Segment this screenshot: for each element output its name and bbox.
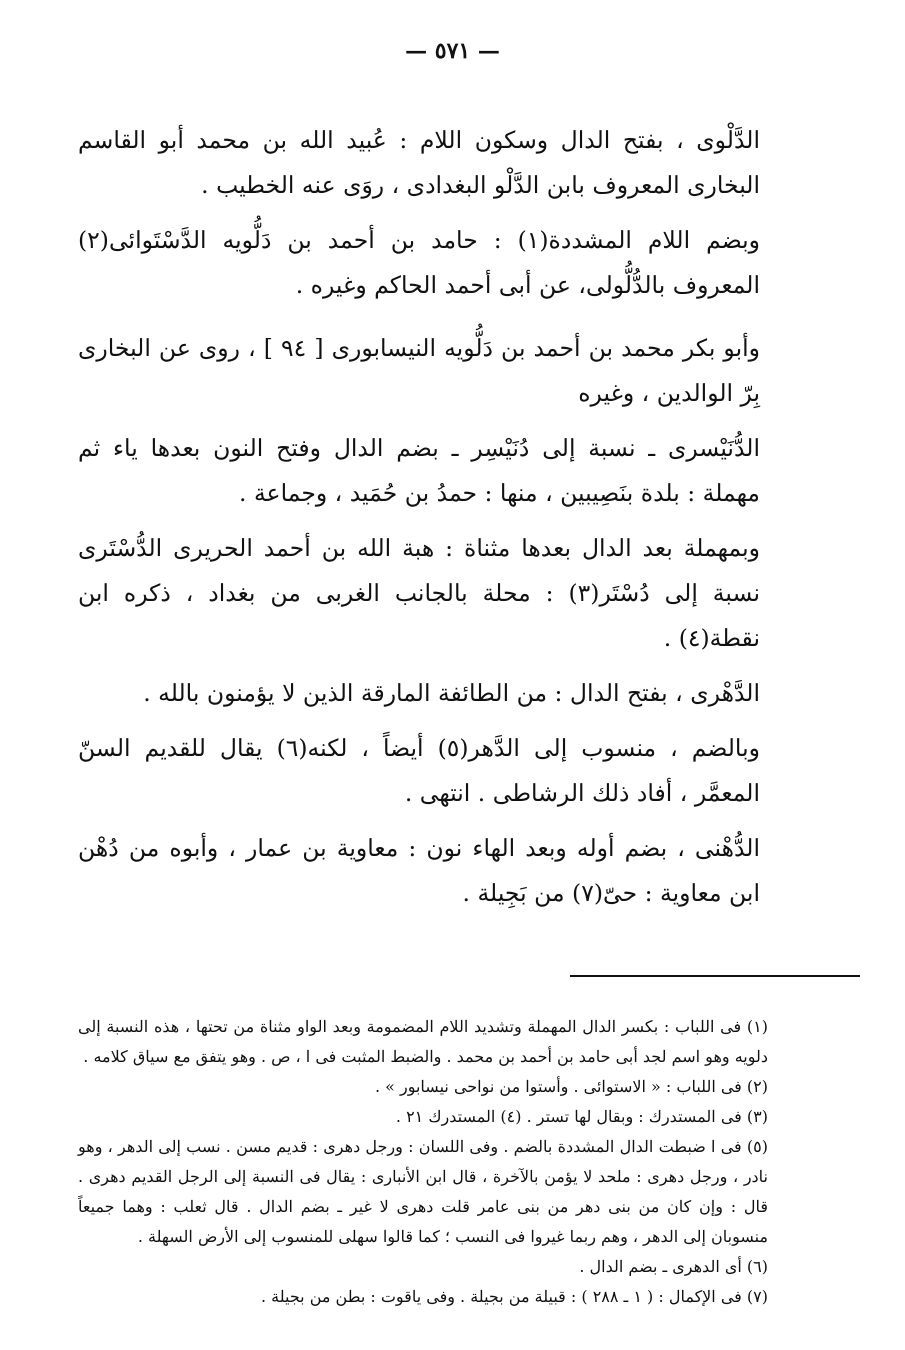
footnote-5: (٥) فى ا ضبطت الدال المشددة بالضم . وفى اللسان : ورجل دهرى : قديم مسن . نسب إلى الدهر ، وهو نادر ، ورجل دهرى : ملحد لا يؤمن بالآخرة ، قال ابن الأنبارى : يقال فى النسبة إلى الرجل القديم دهرى . قال : وإن كان من بنى دهر من بنى عامر قلت دهرى لا غير ـ بضم الدال . قال ثعلب : وهما جميعاً منسوبان إلى الدهر ، وهم ربما غيروا فى النسب ؛ كما قالوا سهلى للمنسوب إلى الأرض السهلة . xyxy=(78,1137,769,1246)
footnote-2: (٢) فى اللباب : « الاستوائى . وأستوا من نواحى نيسابور » . xyxy=(374,1077,768,1096)
paragraph-dalwi: الدَّلْوى ، بفتح الدال وسكون اللام : عُبيد الله بن محمد أبو القاسم البخارى المعروف بابن الدَّلْو البغدادى ، روَى عنه الخطيب . xyxy=(78,126,760,199)
paragraph-dahri: الدَّهْرى ، بفتح الدال : من الطائفة المارقة الذين لا يؤمنون بالله . xyxy=(143,679,760,707)
paragraph-dustari: وبمهملة بعد الدال بعدها مثناة : هبة الله بن أحمد الحريرى الدُّسْتَرى نسبة إلى دُسْتَر(٣) : محلة بالجانب الغربى من بغداد ، ذكره ابن نقطة(٤) . xyxy=(78,534,760,652)
main-text xyxy=(78,118,760,926)
paragraph-duhri: وبالضم ، منسوب إلى الدَّهر(٥) أيضاً ، لكنه(٦) يقال للقديم السنّ المعمَّر ، أفاد ذلك الرشاطى . انتهى . xyxy=(78,734,760,807)
page-number: — ٥٧١ — xyxy=(405,38,500,64)
footnote-3-4: (٣) فى المستدرك : وبقال لها تستر . (٤) المستدرك ٢١ . xyxy=(395,1107,768,1126)
paragraph-abu-bakr: وأبو بكر محمد بن أحمد بن دَلُّويه النيسابورى [ ٩٤ ] ، روى عن البخارى بِرّ الوالدين ، وغيره xyxy=(78,334,760,407)
paragraph-duhni: الدُّهْنى ، بضم أوله وبعد الهاء نون : معاوية بن عمار ، وأبوه من دُهْن ابن معاوية : حىّ(٧) من بَجِيلة . xyxy=(78,834,760,907)
footnote-7: (٧) فى الإكمال : ( ١ ـ ٢٨٨ ) : قبيلة من بجيلة . وفى ياقوت : بطن من بجيلة . xyxy=(260,1287,768,1306)
footnote-1: (١) فى اللباب : بكسر الدال المهملة وتشديد اللام المضمومة وبعد الواو مثناة من تحتها ، هذه النسبة إلى دلويه وهو اسم لجد أبى حامد بن أحمد بن محمد . والضبط المثبت فى ا ، ص . وهو يتفق مع سياق كلامه . xyxy=(78,1017,768,1066)
paragraph-dallui: وبضم اللام المشددة(١) : حامد بن أحمد بن دَلُّويه الدَّسْتَوائى(٢) المعروف بالدُّلُّولى، عن أبى أحمد الحاكم وغيره . xyxy=(78,226,760,299)
footnote-6: (٦) أى الدهرى ـ بضم الدال . xyxy=(579,1257,768,1276)
paragraph-dunaysiri: الدُّنَيْسرى ـ نسبة إلى دُنَيْسِر ـ بضم الدال وفتح النون بعدها ياء ثم مهملة : بلدة بنَصِيبين ، منها : حمدُ بن حُمَيد ، وجماعة . xyxy=(78,434,760,507)
footnotes xyxy=(78,1012,768,1312)
footnote-divider xyxy=(570,975,860,977)
